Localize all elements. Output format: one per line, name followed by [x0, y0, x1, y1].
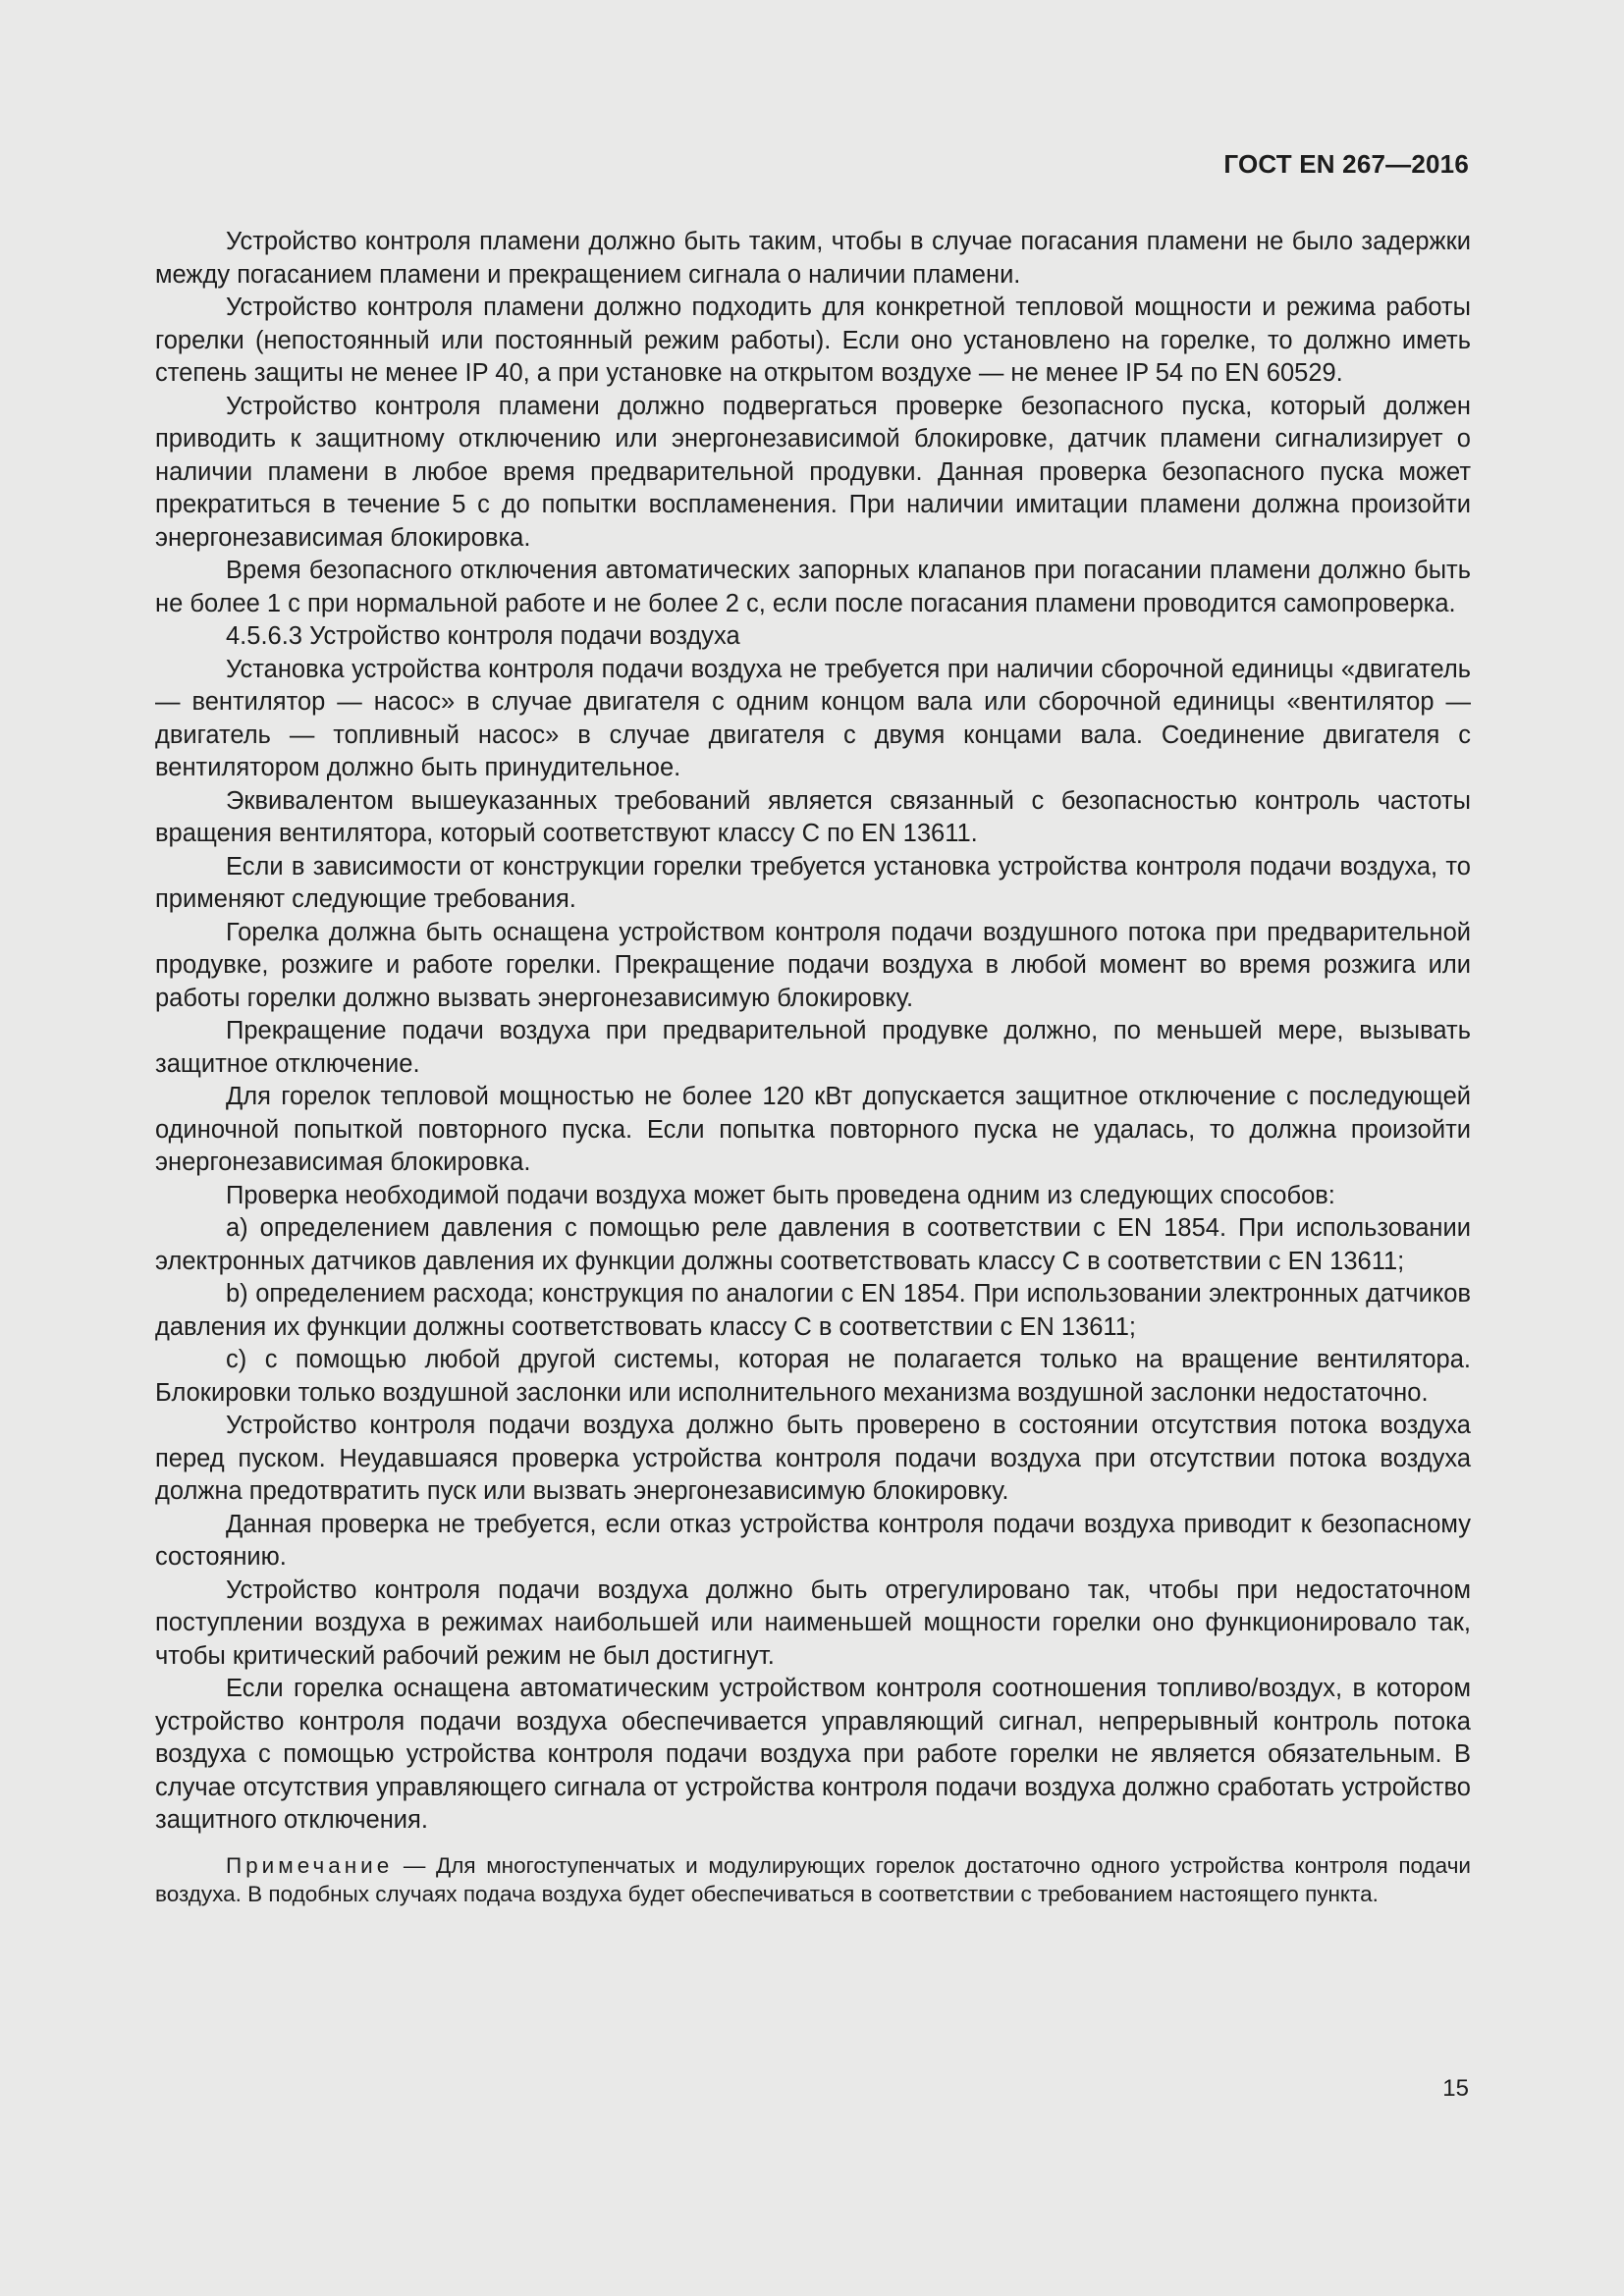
paragraph: Для горелок тепловой мощностью не более 120 кВт допускается защитное отключение с последующей одиночной попыткой повторного пуска. Если попытка повторного пуска не удалась, то должна произойти энергонезависимая блокировка. — [155, 1083, 1471, 1176]
paragraph: Установка устройства контроля подачи воздуха не требуется при наличии сборочной единицы «двигатель — вентилятор — насос» в случае двигателя с одним концом вала или сборочной единицы «вентилятор — двигатель — топливный насос» в случае двигателя с двумя концами вала. Соединение двигателя с вентилятором должно быть принудительное. — [155, 655, 1471, 781]
note-label: Примечание — [226, 1852, 394, 1878]
paragraph: Проверка необходимой подачи воздуха может быть проведена одним из следующих способов: — [226, 1181, 1335, 1209]
note — [155, 1851, 1471, 1908]
section-heading: 4.5.6.3 Устройство контроля подачи воздуха — [226, 622, 740, 650]
standard-code-header: ГОСТ EN 267—2016 — [1223, 149, 1469, 179]
paragraph: Если горелка оснащена автоматическим устройством контроля соотношения топливо/воздух, в котором устройство контроля подачи воздуха обеспечивается управляющий сигнал, непрерывный контроль потока воздуха с помощью устройства контроля подачи воздуха при работе горелки не является обязательным. В случае отсутствия управляющего сигнала от устройства контроля подачи воздуха должно сработать устройство защитного отключения. — [155, 1675, 1471, 1834]
paragraph: Эквивалентом вышеуказанных требований является связанный с безопасностью контроль частоты вращения вентилятора, который соответствуют классу С по EN 13611. — [155, 786, 1471, 847]
paragraph: Прекращение подачи воздуха при предварительной продувке должно, по меньшей мере, вызывать защитное отключение. — [155, 1017, 1471, 1078]
paragraph: Данная проверка не требуется, если отказ устройства контроля подачи воздуха приводит к безопасному состоянию. — [155, 1510, 1471, 1571]
document-body — [155, 226, 1471, 1908]
paragraph: Горелка должна быть оснащена устройством контроля подачи воздушного потока при предварительной продувке, розжиге и работе горелки. Прекращение подачи воздуха в любой момент во время розжига или работы горелки должно вызвать энергонезависимую блокировку. — [155, 918, 1471, 1012]
list-item: a) определением давления с помощью реле давления в соответствии с EN 1854. При использовании электронных датчиков давления их функции должны соответствовать классу С в соответствии с EN 13611; — [155, 1214, 1471, 1275]
paragraph: Устройство контроля подачи воздуха должно быть проверено в состоянии отсутствия потока воздуха перед пуском. Неудавшаяся проверка устройства контроля подачи воздуха при отсутствии потока воздуха должна предотвратить пуск или вызвать энергонезависимую блокировку. — [155, 1412, 1471, 1505]
note-text: — Для многоступенчатых и модулирующих горелок достаточно одного устройства контроля подачи воздуха. В подобных случаях подача воздуха будет обеспечиваться в соответствии с требованием настоящего пункта. — [155, 1852, 1471, 1906]
list-item: b) определением расхода; конструкция по аналогии с EN 1854. При использовании электронных датчиков давления их функции должны соответствовать классу С в соответствии с EN 13611; — [155, 1280, 1471, 1341]
paragraph: Устройство контроля пламени должно подходить для конкретной тепловой мощности и режима работы горелки (непостоянный или постоянный режим работы). Если оно установлено на горелке, то должно иметь степень защиты не менее IP 40, а при установке на открытом воздухе — не менее IP 54 по EN 60529. — [155, 294, 1471, 387]
paragraph: Время безопасного отключения автоматических запорных клапанов при погасании пламени должно быть не более 1 с при нормальной работе и не более 2 с, если после погасания пламени проводится самопроверка. — [155, 557, 1471, 617]
page-number: 15 — [1442, 2075, 1469, 2102]
paragraph: Устройство контроля подачи воздуха должно быть отрегулировано так, чтобы при недостаточном поступлении воздуха в режимах наибольшей или наименьшей мощности горелки оно функционировало так, чтобы критический рабочий режим не был достигнут. — [155, 1575, 1471, 1670]
paragraph: Если в зависимости от конструкции горелки требуется установка устройства контроля подачи воздуха, то применяют следующие требования. — [155, 852, 1471, 913]
paragraph: Устройство контроля пламени должно подвергаться проверке безопасного пуска, который должен приводить к защитному отключению или энергонезависимой блокировке, датчик пламени сигнализирует о наличии пламени в любое время предварительной продувки. Данная проверка безопасного пуска может прекратиться в течение 5 с до попытки воспламенения. При наличии имитации пламени должна произойти энергонезависимая блокировка. — [155, 392, 1471, 552]
list-item: c) с помощью любой другой системы, которая не полагается только на вращение вентилятора. Блокировки только воздушной заслонки или исполнительного механизма воздушной заслонки недостаточно. — [155, 1346, 1471, 1407]
paragraph: Устройство контроля пламени должно быть таким, чтобы в случае погасания пламени не было задержки между погасанием пламени и прекращением сигнала о наличии пламени. — [155, 228, 1471, 289]
